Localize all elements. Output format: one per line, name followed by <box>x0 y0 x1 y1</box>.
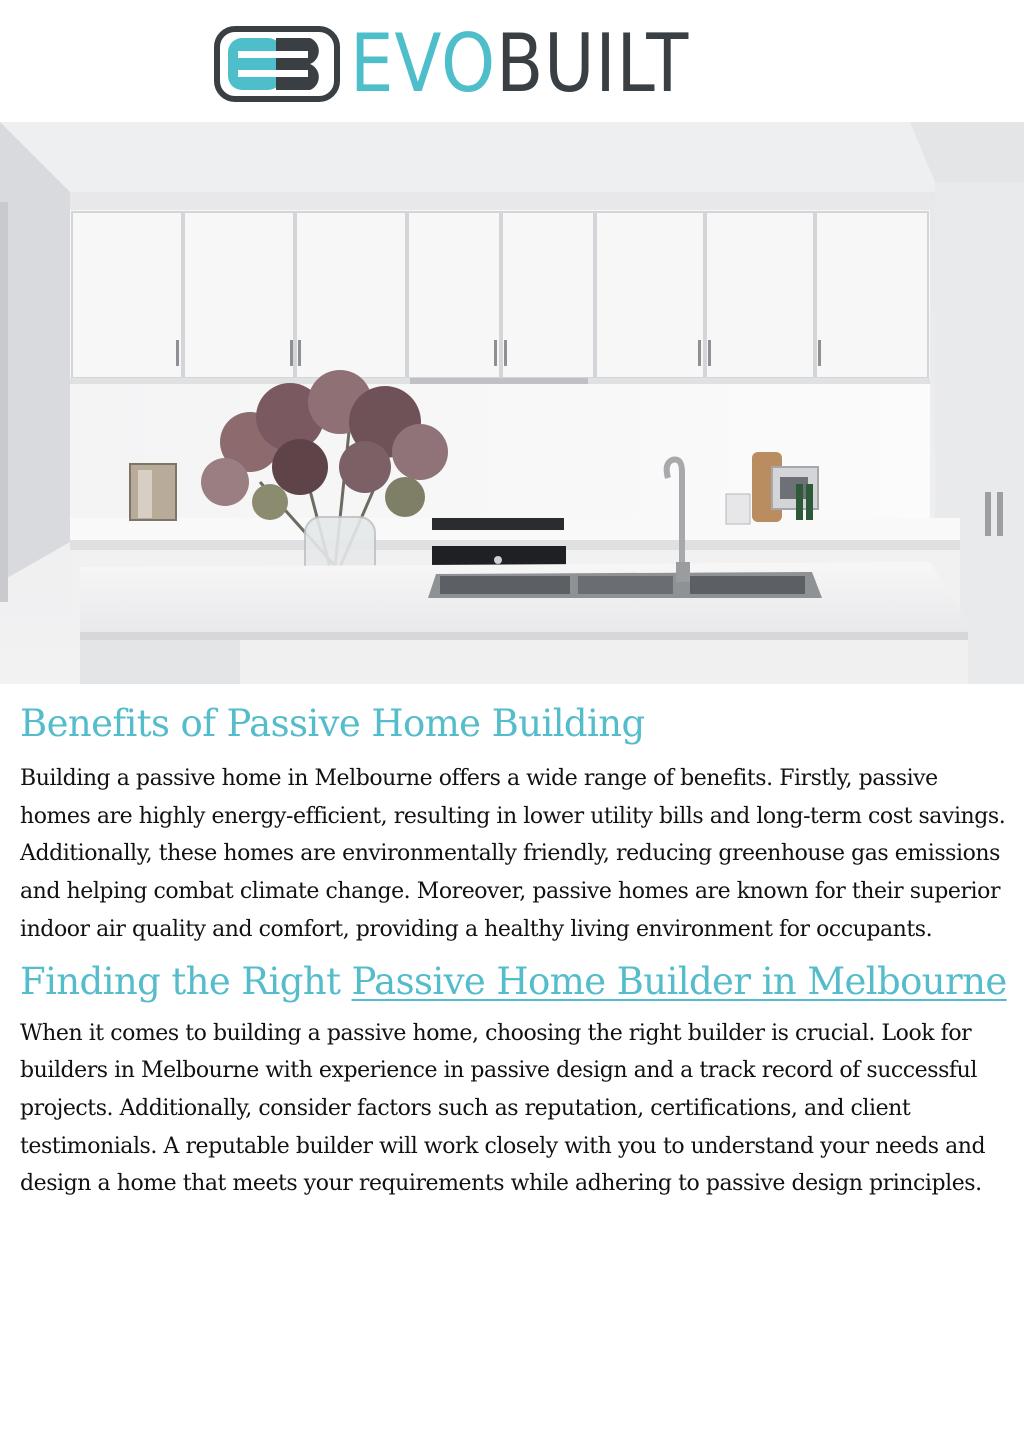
finding-builder-heading <box>20 951 1010 1013</box>
passive-home-builder-link[interactable]: Passive Home Builder in Melbourne <box>351 959 1007 1003</box>
kitchen-photo-illustration <box>0 122 1024 684</box>
benefits-heading: Benefits of Passive Home Building <box>20 702 645 745</box>
kitchen-hero-image <box>0 122 1024 684</box>
logo-wordmark <box>350 17 690 110</box>
logo-evo-text: EVO <box>350 17 497 110</box>
finding-builder-heading-prefix: Finding the Right <box>20 959 352 1003</box>
finding-builder-paragraph: When it comes to building a passive home, choosing the right builder is crucial. Look for builders in Melbourne with experience in passive design and a track record of successful projects. Additionally, consider factors such as reputation, certifications, and client testimonials. A reputable builder will work closely with you to understand your needs and design a home that meets your requirements while adhering to passive design principles. <box>20 1020 986 1197</box>
logo-built-text: BUILT <box>496 17 690 110</box>
benefits-section <box>20 694 1010 949</box>
evobuilt-logo-icon <box>214 26 340 102</box>
benefits-paragraph: Building a passive home in Melbourne offers a wide range of benefits. Firstly, passive homes are highly energy-efficient, resulting in lower utility bills and long-term cost savings. Additionally, these homes are environmentally friendly, reducing greenhouse gas emissions and helping combat climate change. Moreover, passive homes are known for their superior indoor air quality and comfort, providing a healthy living environment for occupants. <box>20 766 1006 942</box>
logo-header <box>0 0 1024 122</box>
article-content <box>20 694 1010 1203</box>
finding-builder-section <box>20 951 1010 1204</box>
